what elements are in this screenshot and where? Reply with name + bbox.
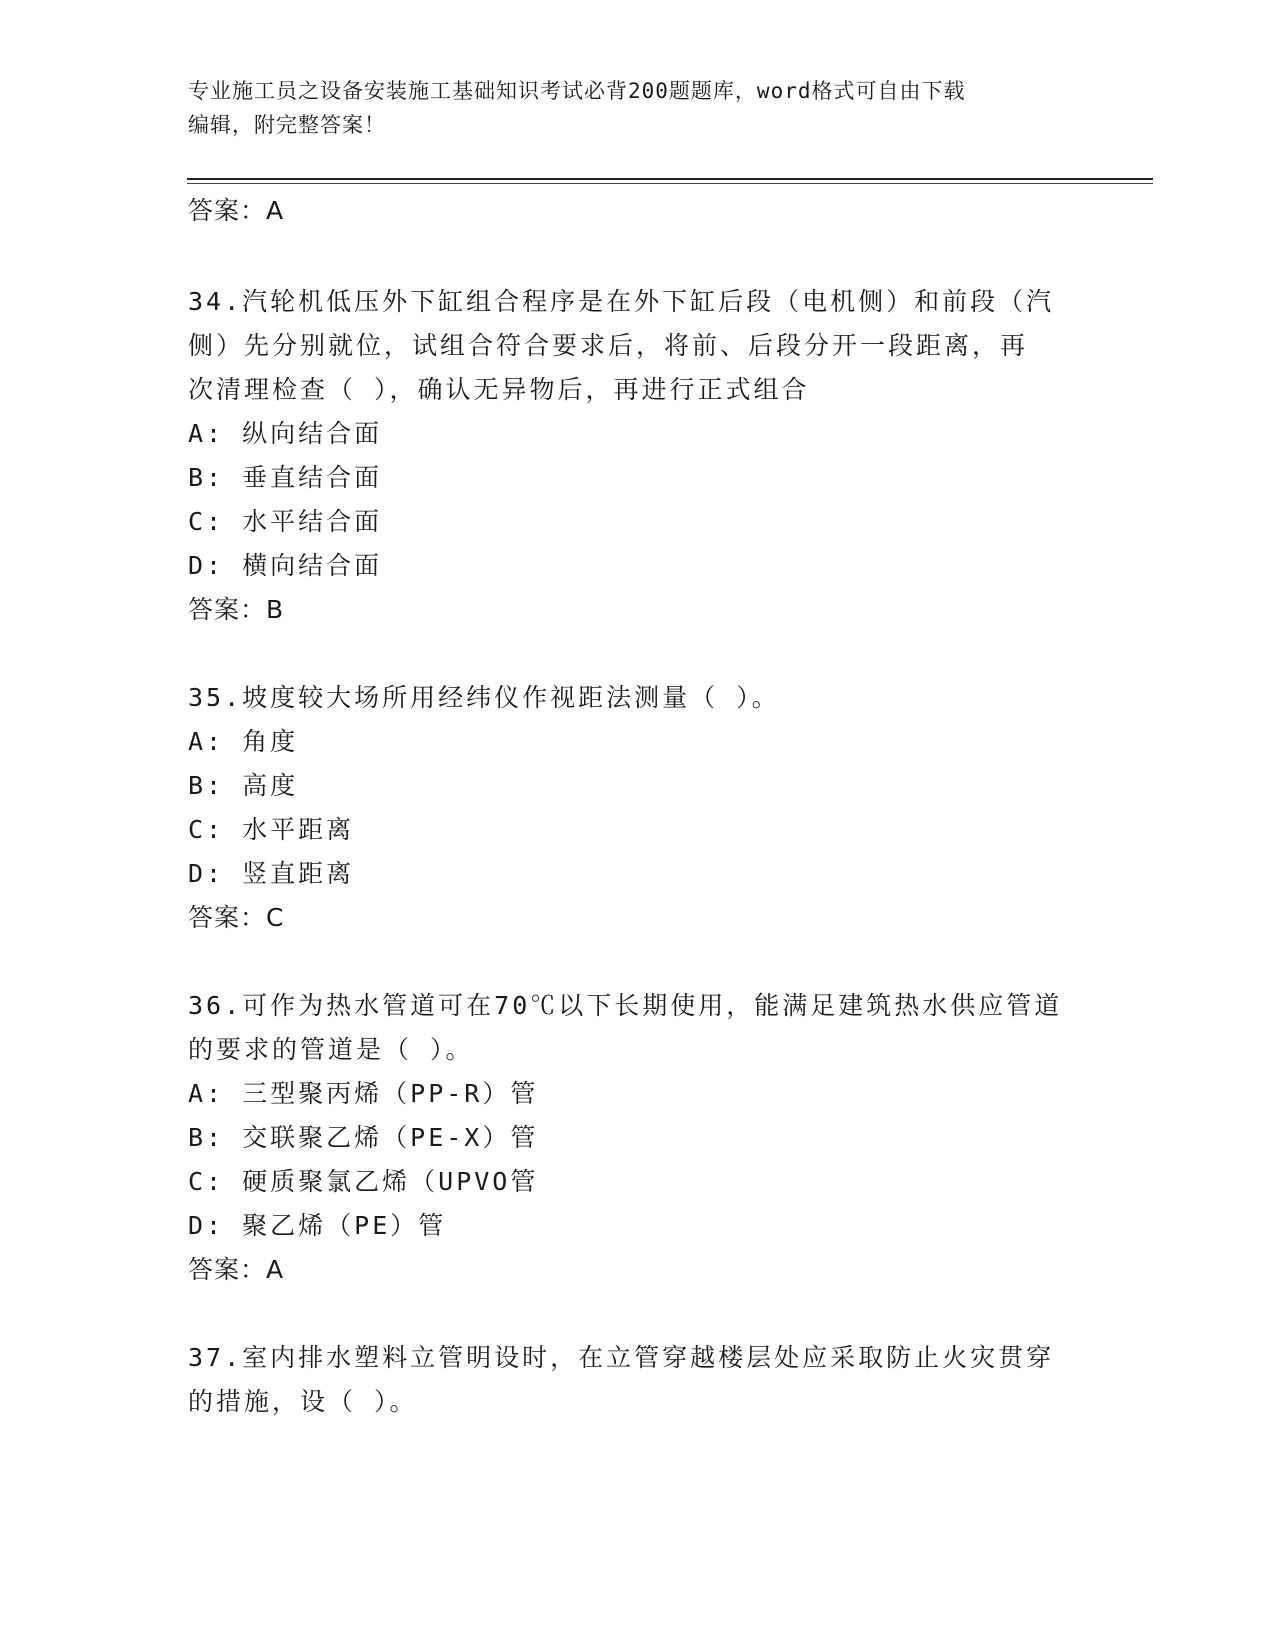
header-line: 编辑，附完整答案！ — [188, 113, 386, 137]
header-divider — [187, 178, 1153, 180]
answer-line: 答案：A — [188, 196, 285, 225]
option-d: D: 竖直距离 — [188, 859, 355, 888]
question-text: 的要求的管道是（ ）。 — [188, 1035, 474, 1064]
question-text: 36.可作为热水管道可在70℃以下长期使用，能满足建筑热水供应管道 — [188, 991, 1063, 1020]
question-text: 次清理检查（ ），确认无异物后，再进行正式组合 — [188, 375, 810, 404]
document-header — [188, 74, 1068, 142]
option-c: C: 硬质聚氯乙烯（UPVO管 — [188, 1167, 539, 1196]
option-d: D: 横向结合面 — [188, 551, 383, 580]
option-a: A: 三型聚丙烯（PP-R）管 — [188, 1079, 539, 1108]
answer-line: 答案：C — [188, 903, 285, 932]
option-a: A: 纵向结合面 — [188, 419, 383, 448]
option-b: B: 交联聚乙烯（PE-X）管 — [188, 1123, 539, 1152]
header-divider-thin — [187, 183, 1153, 184]
question-text: 37.室内排水塑料立管明设时，在立管穿越楼层处应采取防止火灾贯穿 — [188, 1343, 1055, 1372]
option-d: D: 聚乙烯（PE）管 — [188, 1211, 447, 1240]
answer-line: 答案：A — [188, 1255, 285, 1284]
question-text: 的措施，设（ ）。 — [188, 1387, 418, 1416]
answer-line: 答案：B — [188, 595, 285, 624]
option-c: C: 水平结合面 — [188, 507, 383, 536]
question-text: 35.坡度较大场所用经纬仪作视距法测量（ ）。 — [188, 683, 780, 712]
question-text: 34.汽轮机低压外下缸组合程序是在外下缸后段（电机侧）和前段（汽 — [188, 287, 1055, 316]
option-c: C: 水平距离 — [188, 815, 355, 844]
question-text: 侧）先分别就位，试组合符合要求后，将前、后段分开一段距离，再 — [188, 331, 1029, 360]
header-line: 专业施工员之设备安装施工基础知识考试必背200题题库，word格式可自由下载 — [188, 79, 966, 103]
option-b: B: 垂直结合面 — [188, 463, 383, 492]
option-a: A: 角度 — [188, 727, 299, 756]
option-b: B: 高度 — [188, 771, 299, 800]
